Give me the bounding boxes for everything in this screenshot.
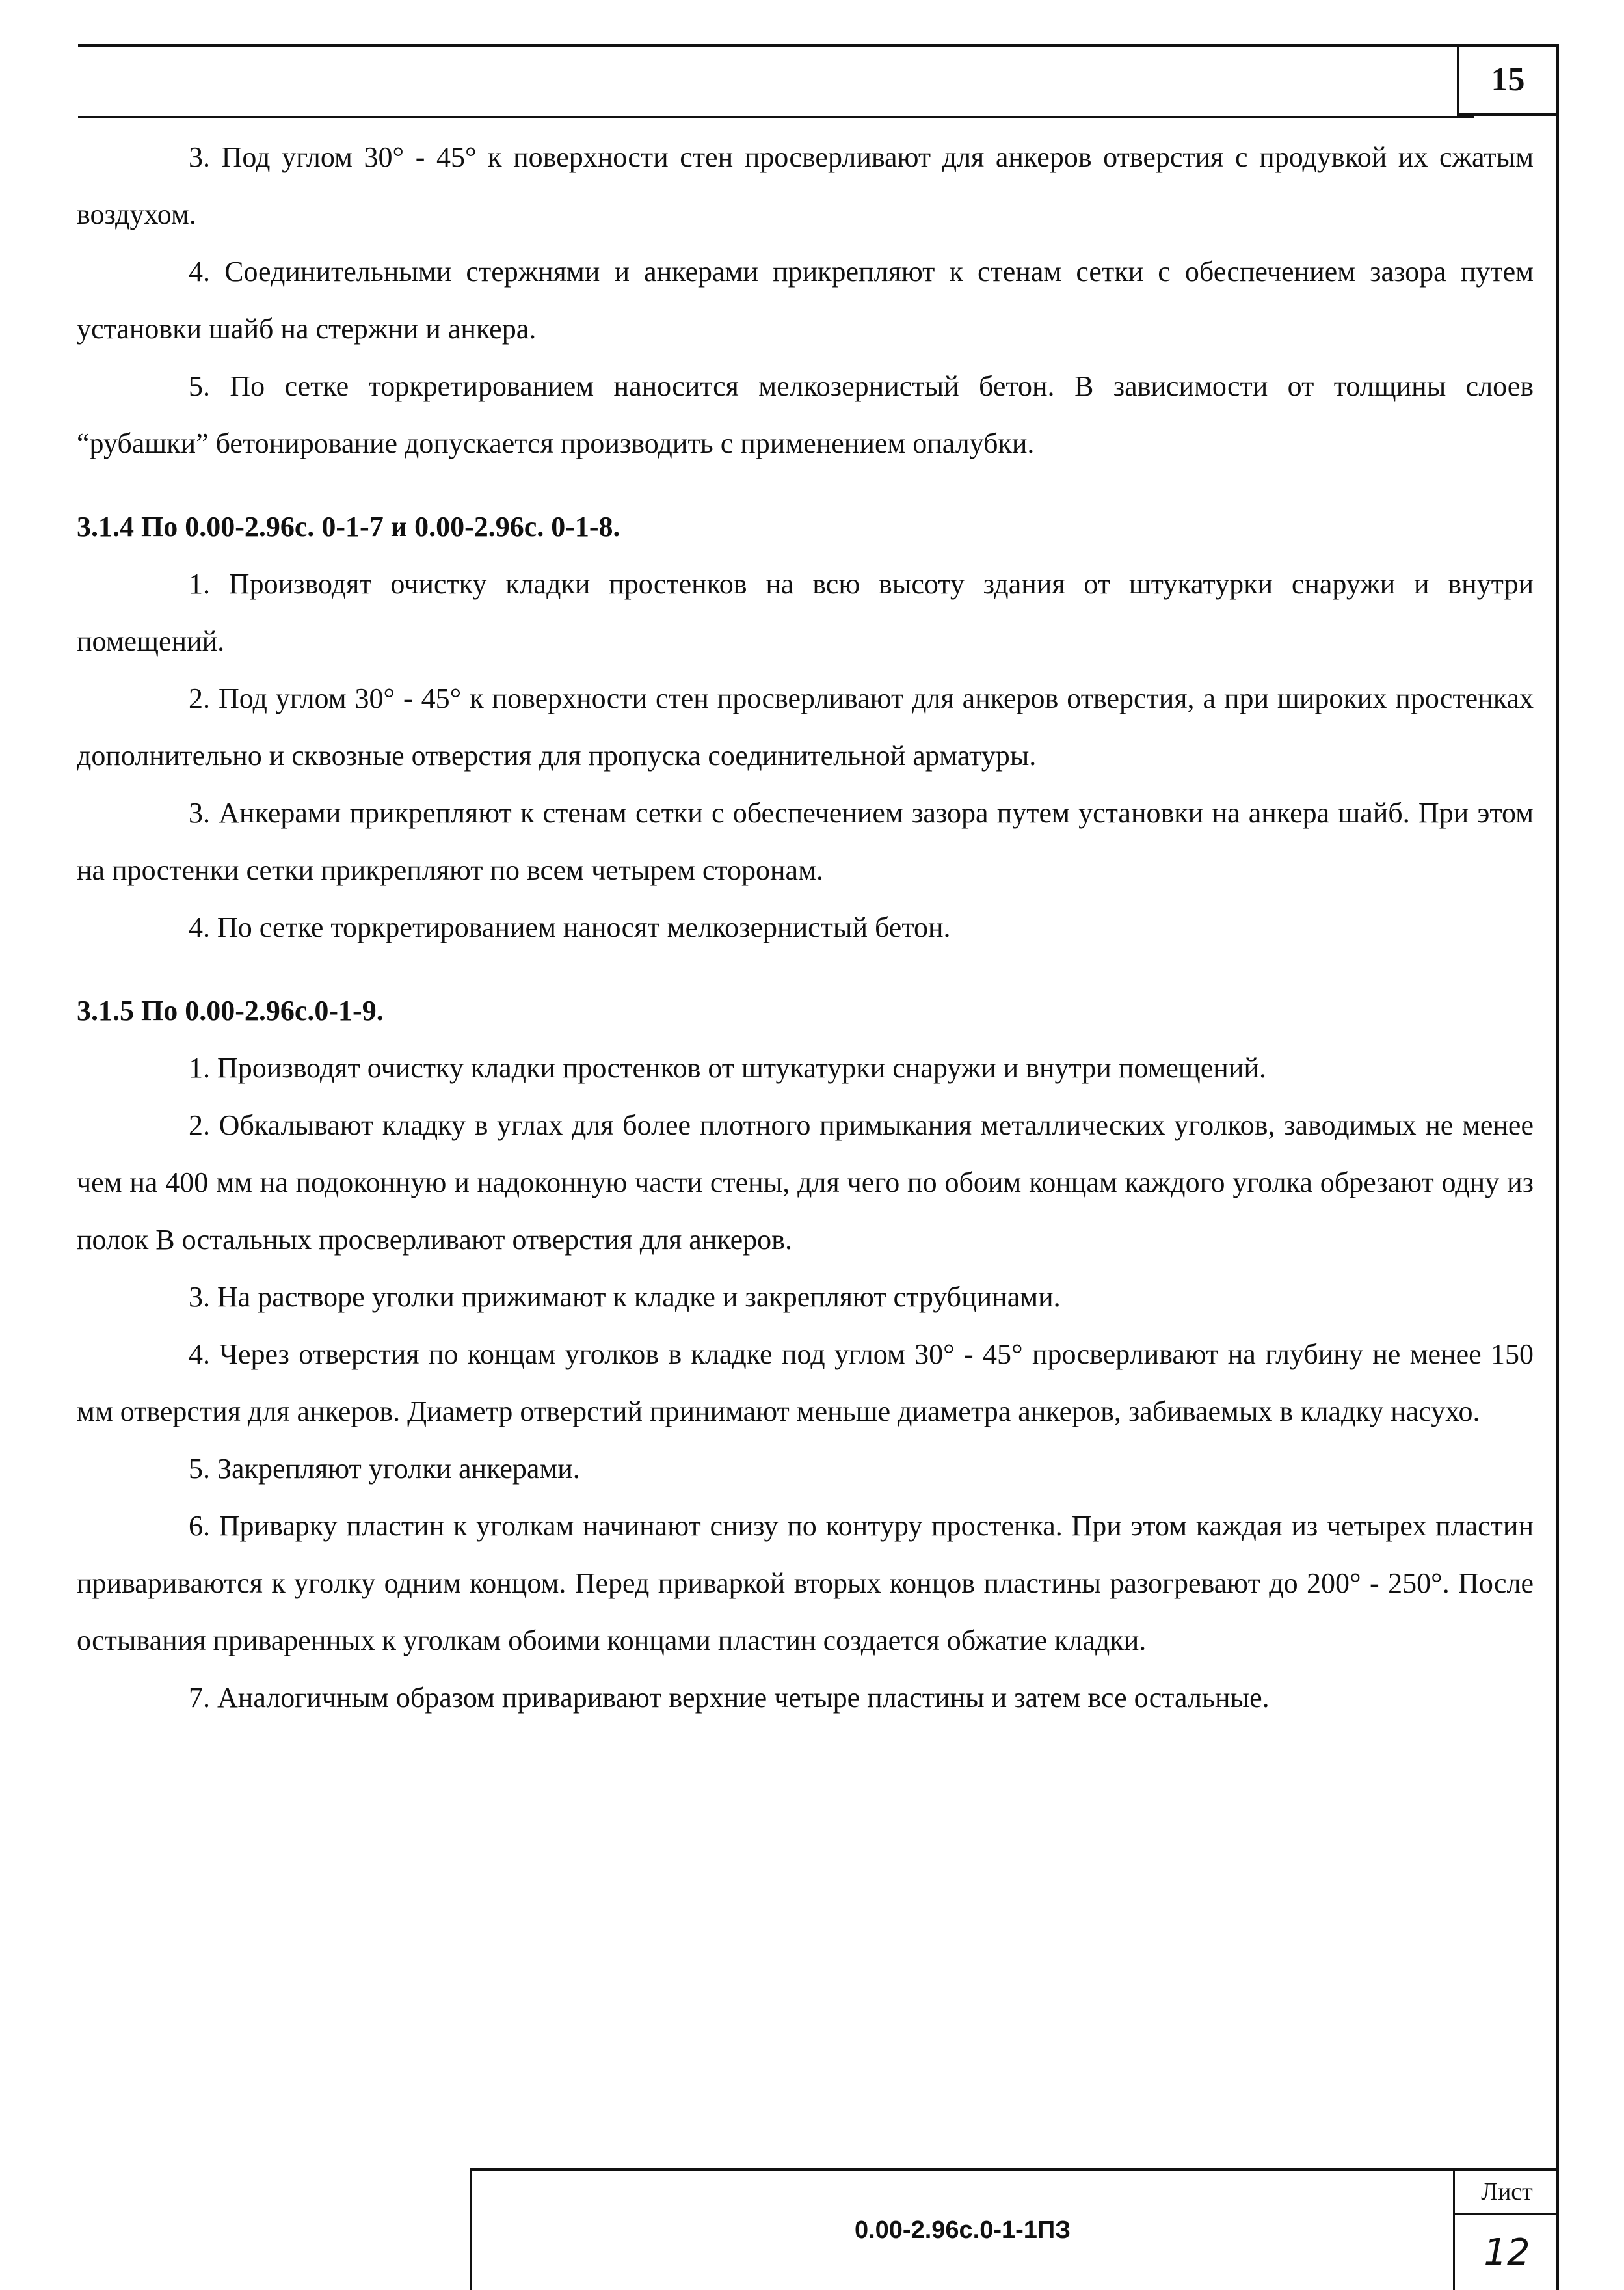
paragraph: 4. Через отверстия по концам уголков в кладке под углом 30° - 45° просверливают на глубину не менее 150 мм отверстия для анкеров. Диаметр отверстий принимают меньше диаметра анкеров, забиваемых в кладку насухо. xyxy=(77,1338,1534,1427)
paragraph: 2. Обкалывают кладку в углах для более плотного примыкания металлических уголков, заводимых не менее чем на 400 мм на подоконную и надоконную части стены, для чего по обоим концам каждого уголка обрезают одну из полок В остальных просверливают отверстия для анкеров. xyxy=(77,1109,1534,1256)
section-heading: 3.1.5 По 0.00-2.96с.0-1-9. xyxy=(77,995,384,1027)
document-code: 0.00-2.96с.0-1-1ПЗ xyxy=(854,2216,1071,2244)
frame-top-border xyxy=(78,44,1558,47)
paragraph: 3. Анкерами прикрепляют к стенам сетки с обеспечением зазора путем установки на анкера шайб. При этом на простенки сетки прикрепляют по всем четырем сторонам. xyxy=(77,797,1534,886)
title-block xyxy=(470,2168,1559,2290)
paragraph: 2. Под углом 30° - 45° к поверхности стен просверливают для анкеров отверстия, а при широких простенках дополнительно и сквозные отверстия для пропуска соединительной арматуры. xyxy=(77,682,1534,772)
frame-right-border xyxy=(1556,44,1559,2290)
document-body xyxy=(77,129,1534,1727)
sheet-label: Лист xyxy=(1455,2171,1559,2215)
paragraph: 5. Закрепляют уголки анкерами. xyxy=(189,1453,580,1485)
paragraph: 7. Аналогичным образом приваривают верхние четыре пластины и затем все остальные. xyxy=(189,1682,1270,1714)
section-gap xyxy=(77,472,1534,498)
header-rule xyxy=(78,116,1474,118)
section-heading: 3.1.4 По 0.00-2.96с. 0-1-7 и 0.00-2.96с. 0-1-8. xyxy=(77,511,620,543)
paragraph: 3. Под углом 30° - 45° к поверхности стен просверливают для анкеров отверстия с продувкой их сжатым воздухом. xyxy=(77,141,1534,230)
paragraph: 6. Приварку пластин к уголкам начинают снизу по контуру простенка. При этом каждая из четырех пластин привариваются к уголку одним концом. Перед приваркой вторых концов пластины разогревают до 200° - 250°. После остывания приваренных к уголкам обоими концами пластин создается обжатие кладки. xyxy=(77,1510,1534,1656)
paragraph: 5. По сетке торкретированием наносится мелкозернистый бетон. В зависимости от толщины слоев “рубашки” бетонирование допускается производить с применением опалубки. xyxy=(77,370,1534,459)
sheet-number: 12 xyxy=(1484,2231,1530,2274)
section-gap xyxy=(77,956,1534,982)
page-number: 15 xyxy=(1457,46,1556,116)
sheet-cell xyxy=(1453,2171,1559,2290)
paragraph: 4. Соединительными стержнями и анкерами прикрепляют к стенам сетки с обеспечением зазора путем установки шайб на стержни и анкера. xyxy=(77,256,1534,345)
paragraph: 1. Производят очистку кладки простенков на всю высоту здания от штукатурки снаружи и внутри помещений. xyxy=(77,568,1534,657)
paragraph: 1. Производят очистку кладки простенков от штукатурки снаружи и внутри помещений. xyxy=(189,1052,1266,1084)
paragraph: 3. На растворе уголки прижимают к кладке и закрепляют струбцинами. xyxy=(189,1281,1061,1313)
paragraph: 4. По сетке торкретированием наносят мелкозернистый бетон. xyxy=(189,911,951,943)
